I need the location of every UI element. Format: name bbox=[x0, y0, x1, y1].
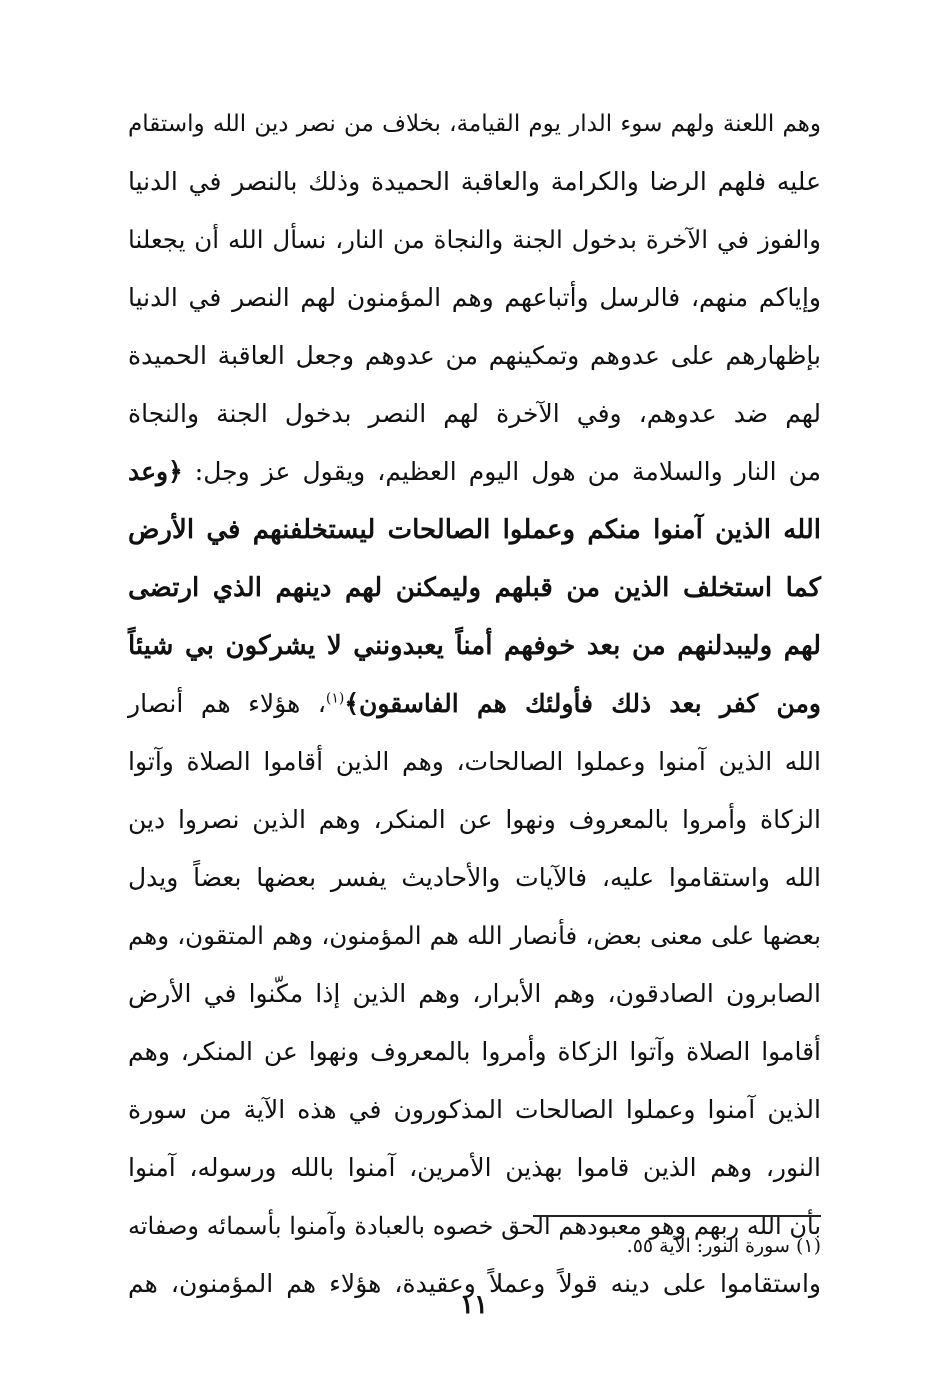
line-plain-text: ، هؤلاء هم أنصار bbox=[128, 689, 326, 718]
text-line bbox=[128, 675, 821, 733]
quran-verse-line: الله الذين آمنوا منكم وعملوا الصالحات ليستخلفنهم في الأرض bbox=[128, 515, 821, 545]
page-number: ١١ bbox=[460, 1290, 488, 1320]
text-line: وهم اللعنة ولهم سوء الدار يوم القيامة، بخلاف من نصر دين الله واستقام bbox=[128, 111, 821, 137]
text-line: أقاموا الصلاة وآتوا الزكاة وأمروا بالمعروف ونهوا عن المنكر، وهم bbox=[128, 1037, 821, 1066]
line-plain-text: من النار والسلامة من هول اليوم العظيم، ويقول عز وجل: bbox=[182, 457, 821, 486]
quran-verse-line: كما استخلف الذين من قبلهم وليمكنن لهم دينهم الذي ارتضى bbox=[128, 573, 821, 603]
text-line bbox=[128, 443, 821, 501]
text-line: لهم ضد عدوهم، وفي الآخرة لهم النصر بدخول الجنة والنجاة bbox=[128, 399, 821, 428]
text-line: الله الذين آمنوا وعملوا الصالحات، وهم الذين أقاموا الصلاة وآتوا bbox=[128, 747, 821, 776]
footnote: (١) سورة النور: الآية ٥٥. bbox=[626, 1235, 821, 1257]
text-line: بإظهارهم على عدوهم وتمكينهم من عدوهم وجعل العاقبة الحميدة bbox=[128, 341, 821, 370]
footnote-divider bbox=[533, 1215, 821, 1217]
text-line: الصابرون الصادقون، وهم الأبرار، وهم الذين إذا مكّنوا في الأرض bbox=[128, 979, 821, 1008]
quran-verse-start: ﴿وعد bbox=[128, 457, 183, 486]
text-line: بأن الله ربهم وهو معبودهم الحق خصوه بالعبادة وآمنوا بأسمائه وصفاته bbox=[128, 1212, 821, 1240]
text-line: النور، وهم الذين قاموا بهذين الأمرين، آمنوا بالله ورسوله، آمنوا bbox=[128, 1153, 821, 1182]
text-line: الذين آمنوا وعملوا الصالحات المذكورون في هذه الآية من سورة bbox=[128, 1095, 821, 1124]
text-line: واستقاموا على دينه قولاً وعملاً وعقيدة، هؤلاء هم المؤمنون، هم bbox=[128, 1269, 821, 1298]
footnote-reference: (١) bbox=[325, 690, 345, 707]
text-line: الزكاة وأمروا بالمعروف ونهوا عن المنكر، وهم الذين نصروا دين bbox=[128, 805, 821, 834]
quran-verse-line: لهم وليبدلنهم من بعد خوفهم أمناً يعبدونني لا يشركون بي شيئاً bbox=[128, 631, 821, 661]
text-line: بعضها على معنى بعض، فأنصار الله هم المؤمنون، وهم المتقون، وهم bbox=[128, 921, 821, 950]
text-line: الله واستقاموا عليه، فالآيات والأحاديث يفسر بعضها بعضاً ويدل bbox=[128, 863, 821, 892]
quran-verse-end: ومن كفر بعد ذلك فأولئك هم الفاسقون﴾ bbox=[344, 689, 821, 718]
text-line: والفوز في الآخرة بدخول الجنة والنجاة من النار، نسأل الله أن يجعلنا bbox=[128, 225, 821, 254]
text-line: وإياكم منهم، فالرسل وأتباعهم وهم المؤمنون لهم النصر في الدنيا bbox=[128, 283, 821, 312]
body-text bbox=[128, 95, 821, 1313]
text-line: عليه فلهم الرضا والكرامة والعاقبة الحميدة وذلك بالنصر في الدنيا bbox=[128, 167, 821, 196]
